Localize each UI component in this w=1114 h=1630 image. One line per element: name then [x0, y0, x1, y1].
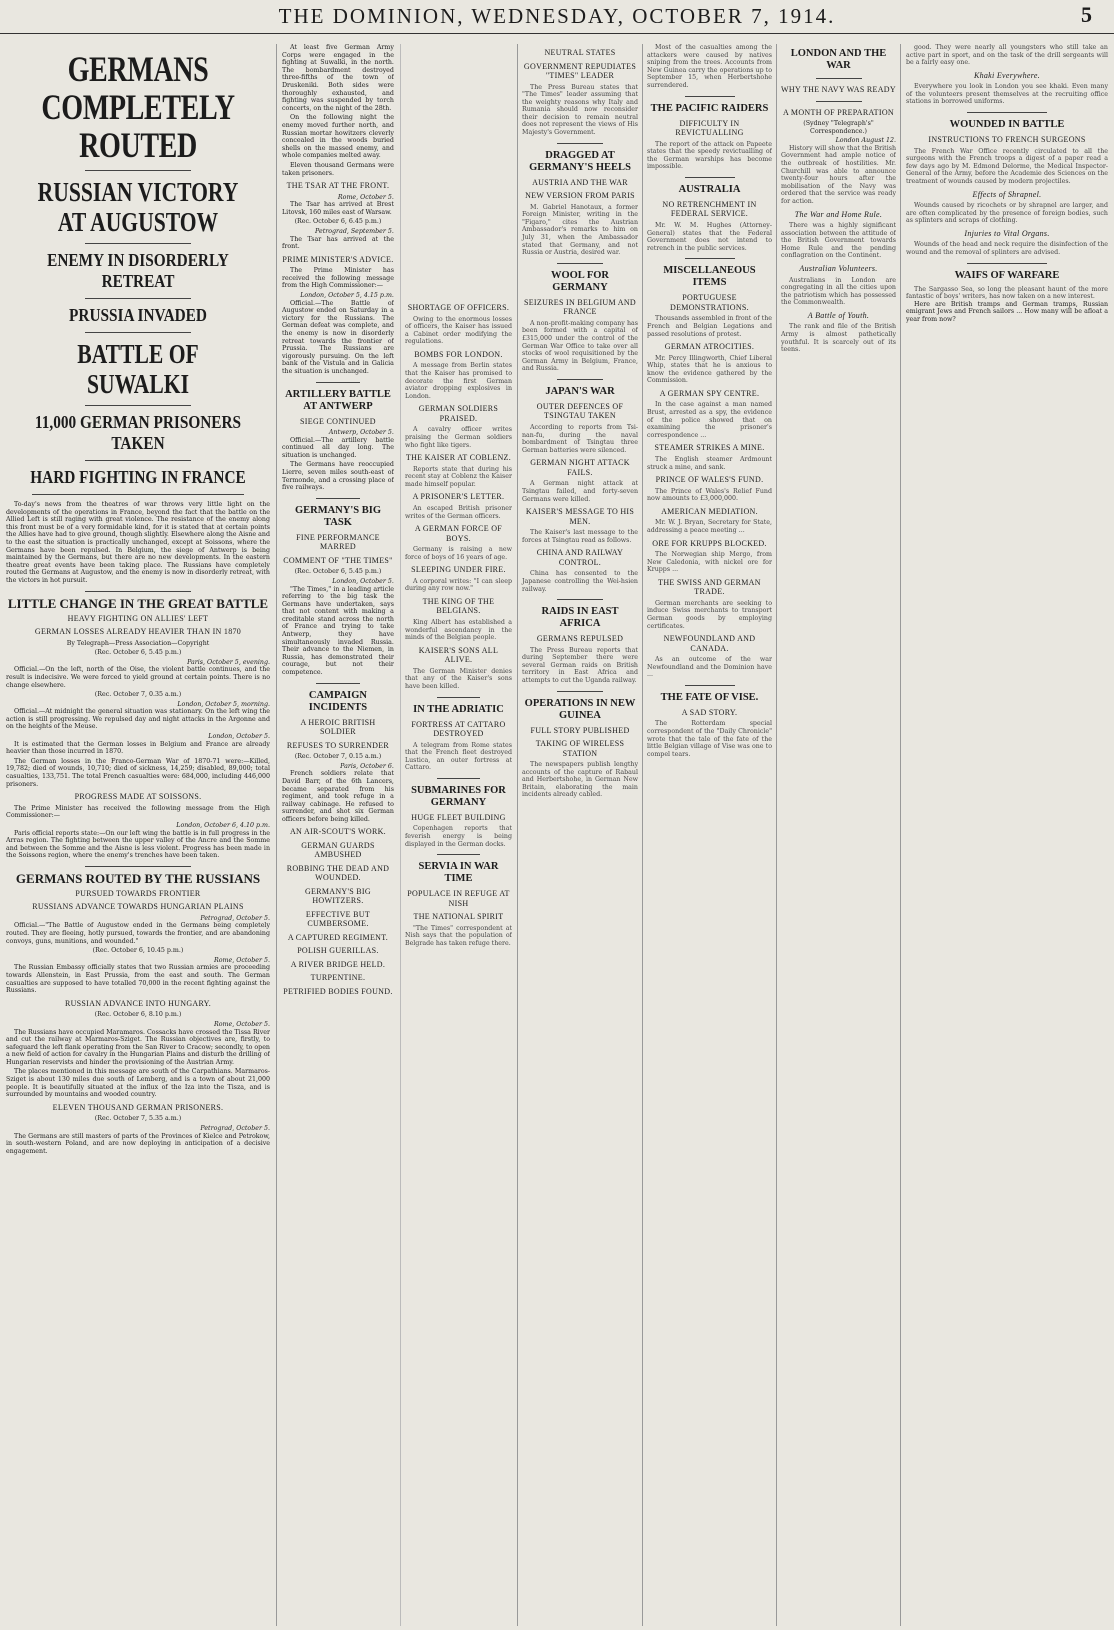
- subhead-cattaro: FORTRESS AT CATTARO DESTROYED: [411, 719, 506, 739]
- headline-germany-big-task: GERMANY'S BIG TASK: [294, 504, 381, 528]
- section-heading: PORTUGUESE DEMONSTRATIONS.: [670, 293, 749, 312]
- received-note: (Rec. October 7, 5.35 a.m.): [94, 1115, 182, 1123]
- received-note: (Rec. October 6, 5.45 p.m.): [294, 568, 382, 576]
- headline-campaign-incidents: CAMPAIGN INCIDENTS: [308, 689, 368, 713]
- section-heading: STEAMER STRIKES A MINE.: [654, 443, 765, 453]
- received-note: (Rec. October 6, 8.10 p.m.): [94, 1011, 182, 1019]
- subhead-sad-story: A SAD STORY.: [681, 707, 738, 717]
- headline-hard-fighting: HARD FIGHTING IN FRANCE: [30, 467, 246, 487]
- article-paragraph: The Germans have reoccupied Lierre, seven miles south-east of Termonde, and a crossing place of five railways.: [282, 461, 394, 492]
- headline-new-guinea: OPERATIONS IN NEW GUINEA: [524, 697, 636, 721]
- subhead-repulsed: GERMANS REPULSED: [536, 634, 624, 644]
- section-heading: PRINCE OF WALES'S FUND.: [655, 475, 764, 485]
- column-4: Most of the casualties among the attackers were caused by natives sniping from the trees. Accounts from New Guinea carry the operations up to September 15, when Herbertshohe surrendered. THE PACIFIC RAIDERS DIFFICULTY IN REVICTUALLING The report of the attack on Papeete states that the speedy revictualling of the German warships has become impossible. AUSTRALIA NO RETRENCHMENT IN FEDERAL SERVICE. Mr. W. M. Hughes (Attorney-General) states that the Federal Government does not intend to retrench in the public services. MISCELLANEOUS ITEMS PORTUGUESE DEMONSTRATIONS. Thousands assembled in front of the French and Belgian Legations and passed resolutions of protest. GERMAN ATROCITIES. Mr. Percy Illingworth, Chief Liberal Whip, states that he is anxious to know the evidence gathered by the Commission. A GERMAN SPY CENTRE. In the case against a man named Brust, arrested as a spy, the evidence of the police showed that on examining the prisoner's correspondence ... STEAMER STRIKES A MINE. The English steamer Ardmount struck a mine, and sank. PRINCE OF WALES'S FUND. The Prince of Wales's Relief Fund now amounts to £3,000,000. AMERICAN MEDIATION. Mr. W. J. Bryan, Secretary for State, addressing a peace meeting ... ORE FOR KRUPPS BLOCKED. The Norwegian ship Mergo, from New Caledonia, with nickel ore for Krupps ... THE SWISS AND GERMAN TRADE. German merchants are seeking to induce Swiss merchants to transport German goods by employing certificates. NEWFOUNDLAND AND CANADA. As an outcome of the war Newfoundland and the Dominion have ... THE FATE OF VISE. A SAD STORY. The Rotterdam special correspondent of the "Daily Chronicle" wrote that the tale of the fate of the little Belgian village of Vise was one to compel tears.: [642, 44, 772, 1626]
- section-heading: PRIME MINISTER'S ADVICE.: [282, 254, 394, 264]
- subhead-national-spirit: THE NATIONAL SPIRIT: [413, 912, 504, 922]
- headline-pacific-raiders: THE PACIFIC RAIDERS: [650, 102, 769, 114]
- column-1: [6, 44, 270, 1626]
- headline-wounded-battle: WOUNDED IN BATTLE: [949, 119, 1065, 131]
- section-heading: A RIVER BRIDGE HELD.: [290, 959, 386, 969]
- subhead-refuses-surrender: REFUSES TO SURRENDER: [286, 740, 390, 750]
- headline-miscellaneous: MISCELLANEOUS ITEMS: [663, 265, 756, 289]
- section-heading: PROGRESS MADE AT SOISSONS.: [74, 792, 202, 802]
- column-6: good. They were nearly all youngsters who still take an active part in sport, and on the task of the drill sergeants will be a fairly easy one. Khaki Everywhere. Everywhere you look in London you see khaki. Even many of the volunteers present themselves at the recruiting office stations in borrowed uniforms. WOUNDED IN BATTLE INSTRUCTIONS TO FRENCH SURGEONS The French War Office recently circulated to all the surgeons with the French troops a digest of a paper read a few days ago by M. Edmond Delorme, the Medical Inspector-General of the Army, before the Academie des Sciences on the treatment of wounds caused by modern projectiles. Effects of Shrapnel. Wounds caused by ricochets or by shrapnel are larger, and are often complicated by the presence of foreign bodies, such as splinters and scraps of clothing. Injuries to Vital Organs. Wounds of the head and neck require the disinfection of the wound and the removal of splinters are advised. WAIFS OF WARFARE The Sargasso Sea, so long the pleasant haunt of the more fantastic of boys' writers, has now taken on a new interest. Here are British tramps and German tramps, Russian emigrant Jews and French sailors ... How many will be afloat a year from now?: [900, 44, 1108, 1626]
- headline-japans-war: JAPAN'S WAR: [545, 385, 615, 397]
- subhead-nish: POPULACE IN REFUGE AT NISH: [407, 889, 510, 908]
- subhead-german-losses: GERMAN LOSSES ALREADY HEAVIER THAN IN 1870: [34, 627, 242, 637]
- section-heading: A PRISONER'S LETTER.: [412, 492, 505, 502]
- received-note: (Rec. October 7, 0.15 a.m.): [294, 753, 382, 761]
- dateline: Rome, October 5.: [213, 1020, 270, 1028]
- headline-battle-suwalki: BATTLE OF SUWALKI: [77, 339, 199, 399]
- section-heading: A GERMAN SPY CENTRE.: [659, 388, 760, 398]
- subhead-french-surgeons: INSTRUCTIONS TO FRENCH SURGEONS: [928, 135, 1086, 145]
- column-2a: [282, 44, 394, 1626]
- dateline: Paris, October 6.: [340, 762, 394, 770]
- correspondence-note: (Sydney "Telegraph's" Correspondence.): [803, 120, 874, 135]
- column-2: [276, 44, 512, 1626]
- section-heading: GERMANY'S BIG HOWITZERS.: [304, 886, 371, 906]
- article-paragraph: On the following night the enemy moved further north, and Russian mortar howitzers cleverly concealed in the woods buried shells on the massed enemy, and whole companies melted away.: [282, 114, 394, 160]
- article-paragraph: The Prime Minister has received the following message from the High Commissioner:—: [282, 267, 394, 290]
- subhead-full-story: FULL STORY PUBLISHED: [530, 725, 630, 735]
- article-paragraph: The Tsar has arrived at the front.: [282, 235, 394, 251]
- article-paragraph: The German losses in the Franco-German War of 1870-71 were:—Killed, 19,782; died of wounds, 10,710; died of sickness, 14,259; disabled, 89,000; total casualties, 133,751. The total French casualties were: 684,000, including 446,000 prisoners.: [6, 757, 270, 788]
- byline: By Telegraph—Press Association—Copyright: [66, 639, 210, 647]
- subhead-retrenchment: NO RETRENCHMENT IN FEDERAL SERVICE.: [662, 199, 757, 219]
- headline-little-change: LITTLE CHANGE IN THE GREAT BATTLE: [7, 595, 269, 611]
- article-paragraph: The Tsar has arrived at Brest Litovsk, 160 miles east of Warsaw.: [282, 201, 394, 216]
- article-paragraph: Official.—The artillery battle continued all day long. The situation is unchanged.: [282, 436, 394, 459]
- subhead-siege: SIEGE CONTINUED: [300, 416, 376, 426]
- headline-germans-routed: GERMANS ROUTED BY THE RUSSIANS: [15, 870, 261, 886]
- masthead: [0, 0, 1114, 34]
- section-heading: TURPENTINE.: [310, 973, 366, 983]
- headline-prussia-invaded: PRUSSIA INVADED: [69, 305, 207, 325]
- article-paragraph: Official.—On the left, north of the Oise, the violent battle continues, and the result is indecisive. We were forced to yield ground at certain points. There is no change elsewhere.: [6, 666, 270, 689]
- section-heading: The War and Home Rule.: [794, 209, 883, 219]
- headline-russian-victory: RUSSIAN VICTORY AT AUGUSTOW: [37, 177, 239, 237]
- newspaper-title: THE DOMINION, WEDNESDAY, OCTOBER 7, 1914.: [278, 4, 836, 28]
- section-heading: ROBBING THE DEAD AND WOUNDED.: [286, 863, 390, 883]
- article-paragraph: The Prime Minister has received the following message from the High Commissioner:—: [6, 804, 270, 820]
- section-heading: A CAPTURED REGIMENT.: [287, 932, 389, 942]
- section-heading: GOVERNMENT REPUDIATES "TIMES" LEADER: [523, 61, 637, 80]
- headline-wool: WOOL FOR GERMANY: [550, 269, 610, 293]
- section-heading: NEWFOUNDLAND AND CANADA.: [663, 634, 756, 653]
- subhead-seizures: SEIZURES IN BELGIUM AND FRANCE: [523, 297, 636, 317]
- intro-paragraph: To-day's news from the theatres of war throws very little light on the developments of the operations in France, beyond the fact that the battle on the Allied Left is still raging with great violence. The resistance of the enemy along this front must be of a very formidable kind, for it is stated that at certain points the Allies have had to give ground, though slightly. Elsewhere along the Aisne and to the east the situation is practically unchanged, except at Soissons, where the Germans have been repulsed. In Belgium, the siege of Antwerp is being maintained by the Germans, but there are no new developments. In the eastern theatre great events have been taking place. The Russians have completely routed the Germans at Augustow, and the enemy is now in disorderly retreat, with the victors in hot pursuit.: [6, 501, 270, 584]
- headline-adriatic: IN THE ADRIATIC: [413, 703, 504, 715]
- subhead-navy-ready: WHY THE NAVY WAS READY: [781, 85, 896, 94]
- subhead-tsingtau: OUTER DEFENCES OF TSINGTAU TAKEN: [536, 401, 624, 421]
- section-heading: SHORTAGE OF OFFICERS.: [407, 303, 510, 312]
- section-heading: THE SWISS AND GERMAN TRADE.: [658, 577, 761, 597]
- headline-enemy-retreat: ENEMY IN DISORDERLY RETREAT: [47, 250, 229, 291]
- section-heading: Khaki Everywhere.: [973, 70, 1041, 80]
- dateline: Petrograd, October 5.: [200, 914, 270, 922]
- article-paragraph: The Germans are still masters of parts of the Provinces of Kielce and Petrokow, in south-western Poland, and are now deploying in anticipation of a decisive engagement.: [6, 1132, 270, 1155]
- received-note: (Rec. October 6, 6.45 p.m.): [294, 218, 382, 226]
- page-number: 5: [1081, 2, 1092, 27]
- received-note: (Rec. October 6, 10.45 p.m.): [92, 947, 184, 955]
- headline-fate-of-vise: THE FATE OF VISE.: [660, 691, 759, 703]
- section-heading: Australian Volunteers.: [799, 264, 878, 273]
- column-2b: SHORTAGE OF OFFICERS. Owing to the enormous losses of officers, the Kaiser has issued a Cabinet order modifying the regulations. BOMBS FOR LONDON. A message from Berlin states that the Kaiser has promised to decorate the first German aviator dropping explosives in London. GERMAN SOLDIERS PRAISED. A cavalry officer writes praising the German soldiers who fight like tigers. THE KAISER AT COBLENZ. Reports state that during his recent stay at Coblenz the Kaiser made himself popular. A PRISONER'S LETTER. An escaped British prisoner writes of the German officers. A GERMAN FORCE OF BOYS. Germany is raising a new force of boys of 16 years of age. SLEEPING UNDER FIRE. A corporal writes: "I can sleep during any row now." THE KING OF THE BELGIANS. King Albert has established a wonderful ascendancy in the minds of the Belgian people. KAISER'S SONS ALL ALIVE. The German Minister denies that any of the Kaiser's sons have been killed. IN THE ADRIATIC FORTRESS AT CATTARO DESTROYED A telegram from Rome states that the French fleet destroyed Lustica, an outer fortress at Cattaro. SUBMARINES FOR GERMANY HUGE FLEET BUILDING Copenhagen reports that feverish energy is being displayed in the German docks. SERVIA IN WAR TIME POPULACE IN REFUGE AT NISH THE NATIONAL SPIRIT "The Times" correspondent at Nish says that the population of Belgrade has taken refuge there.: [400, 44, 512, 1626]
- article-paragraph: The places mentioned in this message are south of the Carpathians. Marmaros-Sziget is about 130 miles due south of Lemberg, and is a town of about 21,000 people. It is beautifully situated at the influx of the Iza into the Tisza, and is surrounded by mountains and wooded country.: [6, 1068, 270, 1099]
- section-heading: THE KING OF THE BELGIANS.: [422, 596, 495, 616]
- section-heading: GERMAN ATROCITIES.: [664, 342, 755, 352]
- subhead-revictualling: DIFFICULTY IN REVICTUALLING: [675, 118, 744, 138]
- column-3: NEUTRAL STATES GOVERNMENT REPUDIATES "TIMES" LEADER The Press Bureau states that "The Times" leader assuming that the weighty reasons why Italy and Rumania should now reconsider their decision to remain neutral does not represent the views of His Majesty's Government. DRAGGED AT GERMANY'S HEELS AUSTRIA AND THE WAR NEW VERSION FROM PARIS M. Gabriel Hanotaux, a former Foreign Minister, writing in the "Figaro," cites the Austrian Ambassador's remarks to him on July 31, when the Ambassador stated that Germany, and not Russia or Austria, desired war. WOOL FOR GERMANY SEIZURES IN BELGIUM AND FRANCE A non-profit-making company has been formed with a capital of £315,000 under the control of the German War Office to take over all stocks of wool requisitioned by the German Army in Belgium, France, and Russia. JAPAN'S WAR OUTER DEFENCES OF TSINGTAU TAKEN According to reports from Tsi-nan-fu, during the naval bombardment of Tsingtau three German batteries were silenced. GERMAN NIGHT ATTACK FAILS. A German night attack at Tsingtau failed, and forty-seven Germans were killed. KAISER'S MESSAGE TO HIS MEN. The Kaiser's last message to the forces at Tsingtau read as follows. CHINA AND RAILWAY CONTROL. China has consented to the Japanese controlling the Wei-hsien railway. RAIDS IN EAST AFRICA GERMANS REPULSED The Press Bureau reports that during September there were several German raids on British territory in East Africa and attempts to cut the Uganda railway. OPERATIONS IN NEW GUINEA FULL STORY PUBLISHED TAKING OF WIRELESS STATION The newspapers publish lengthy accounts of the capture of Rabaul and Herbertshohe, in German New Britain, elaborating the main incidents already cabled.: [517, 44, 638, 1626]
- subhead-wireless: TAKING OF WIRELESS STATION: [535, 739, 625, 758]
- article-paragraph: French soldiers relate that David Barr, of the 6th Lancers, became separated from his regiment, and took refuge in a railway cabinage. He refused to surrender, and shot six German officers before being killed.: [282, 770, 394, 823]
- section-heading: GERMAN NIGHT ATTACK FAILS.: [530, 458, 630, 477]
- subhead-huge-fleet: HUGE FLEET BUILDING: [411, 812, 506, 822]
- article-paragraph: Official.—The Battle of Augustow ended on Saturday in a victory for the Russians. The German defeat was complete, and the enemy is now in disorderly retreat towards the frontier of Prussia. The Russians are vigorously pursuing. On the left bank of the Vistula and in Galicia the situation is unchanged.: [282, 299, 394, 375]
- dateline: Petrograd, September 5.: [315, 227, 394, 235]
- section-heading: A GERMAN FORCE OF BOYS.: [414, 524, 503, 543]
- headline-australia: AUSTRALIA: [678, 183, 741, 195]
- headline-london-war: LONDON AND THE WAR: [790, 48, 887, 71]
- dateline: Rome, October 5.: [213, 956, 270, 964]
- subhead-allies-left: HEAVY FIGHTING ON ALLIES' LEFT: [67, 613, 209, 623]
- dateline: London, October 6, 4.10 p.m.: [176, 821, 270, 829]
- article-paragraph: The Russians have occupied Maramaros. Cossacks have crossed the Tissa River and cut the railway at Marmaros-Sziget. The Russian objectives are, firstly, to safeguard the left flank operating from the San River to Cracow; secondly, to open a new field of action for cavalry in the Hungarian Plains and disturb the drilling of Hungarian reservists and hinder the provisioning of the Austrian Army.: [6, 1028, 270, 1066]
- headline-servia: SERVIA IN WAR TIME: [418, 861, 499, 885]
- section-heading: EFFECTIVE BUT CUMBERSOME.: [305, 909, 371, 929]
- subhead-new-version: NEW VERSION FROM PARIS: [525, 191, 635, 201]
- dateline: Paris, October 5, evening.: [187, 658, 270, 666]
- article-paragraph: Official.—"The Battle of Augustow ended in the Germans being completely routed. They are fleeing, hotly pursued, towards the frontier, and are abandoning convoys, guns, munitions, and wounded.": [6, 922, 270, 945]
- closing-paragraph: Here are British tramps and German tramps, Russian emigrant Jews and French sailors ... How many will be afloat a year from now?: [906, 300, 1108, 323]
- section-heading: POLISH GUERILLAS.: [297, 946, 379, 956]
- section-heading: NEUTRAL STATES: [544, 48, 616, 57]
- subhead-month-preparation: A MONTH OF PREPARATION: [783, 107, 894, 117]
- headline-artillery-antwerp: ARTILLERY BATTLE AT ANTWERP: [285, 388, 391, 412]
- subhead-pursued: PURSUED TOWARDS FRONTIER: [75, 888, 201, 898]
- section-heading: ORE FOR KRUPPS BLOCKED.: [652, 538, 767, 548]
- section-heading: PETRIFIED BODIES FOUND.: [283, 986, 393, 996]
- section-heading: RUSSIAN ADVANCE INTO HUNGARY.: [64, 998, 212, 1008]
- headline-prisoners: 11,000 GERMAN PRISONERS TAKEN: [34, 412, 242, 453]
- article-paragraph: The Russian Embassy officially states that two Russian armies are proceeding towards Allenstein, in East Prussia, from the east and south. The German casualties are supposed to have totalled 70,000 in the recent fighting against the Russians.: [6, 964, 270, 995]
- section-heading: GERMAN GUARDS AMBUSHED: [301, 840, 375, 860]
- headline-dragged: DRAGGED AT GERMANY'S HEELS: [529, 149, 631, 173]
- subhead-heroic-soldier: A HEROIC BRITISH SOLDIER: [300, 717, 376, 737]
- subhead-hungarian-plains: RUSSIANS ADVANCE TOWARDS HUNGARIAN PLAINS: [32, 902, 244, 912]
- subhead-austria: AUSTRIA AND THE WAR: [532, 177, 628, 187]
- section-heading: KAISER'S MESSAGE TO HIS MEN.: [525, 507, 635, 526]
- section-heading: THE TSAR AT THE FRONT.: [286, 181, 390, 191]
- dateline: London, October 5.: [208, 733, 270, 741]
- article-paragraph: At least five German Army Corps were engaged in the fighting at Suwalki, in the north. The bombardment destroyed three-fifths of the town of Druskeniki. Both sides were thoroughly exhausted, and fighting was suspended by torch concerts, on the night of the 28th.: [282, 44, 394, 112]
- dateline: London, October 5, 4.15 p.m.: [300, 292, 394, 300]
- section-heading: SLEEPING UNDER FIRE.: [411, 565, 506, 575]
- headline-submarines: SUBMARINES FOR GERMANY: [411, 784, 506, 808]
- received-note: (Rec. October 7, 0.35 a.m.): [94, 691, 182, 699]
- section-heading: GERMAN SOLDIERS PRAISED.: [418, 404, 499, 423]
- section-heading: Effects of Shrapnel.: [972, 189, 1042, 199]
- headline-east-africa: RAIDS IN EAST AFRICA: [541, 606, 619, 630]
- section-heading: ELEVEN THOUSAND GERMAN PRISONERS.: [52, 1102, 224, 1112]
- subhead-times-comment: COMMENT OF "THE TIMES": [283, 555, 393, 565]
- section-heading: A Battle of Youth.: [807, 310, 870, 320]
- article-paragraph: Official.—At midnight the general situation was stationary. On the left wing the action is still progressing. We repulsed day and night attacks in the Argonne and on the heights of the Meuse.: [6, 708, 270, 731]
- article-paragraph: It is estimated that the German losses in Belgium and France are already heavier than those incurred in 1870.: [6, 740, 270, 756]
- article-paragraph: "The Times," in a leading article referring to the big task the Germans have undertaken, says that not content with making a creditable stand across the north of France and trying to take Antwerp, they have simultaneously invaded Russia. Their advance to the Niemen, in Russia, has demonstrated their courage, but not their competence.: [282, 585, 394, 677]
- dateline: London, October 5, morning.: [177, 700, 270, 708]
- headline-main: GERMANS COMPLETELY ROUTED: [41, 49, 235, 165]
- dateline: Rome, October 5.: [337, 193, 394, 201]
- received-note: (Rec. October 6, 5.45 p.m.): [94, 649, 182, 657]
- section-heading: CHINA AND RAILWAY CONTROL.: [536, 548, 624, 567]
- section-heading: Injuries to Vital Organs.: [964, 228, 1050, 238]
- section-heading: THE KAISER AT COBLENZ.: [405, 453, 512, 463]
- dateline: London August 12.: [835, 137, 896, 145]
- section-heading: AMERICAN MEDIATION.: [661, 506, 758, 516]
- dateline: London, October 5.: [332, 577, 394, 585]
- subhead-fine-performance: FINE PERFORMANCE MARRED: [296, 532, 380, 552]
- dateline: Antwerp, October 5.: [328, 429, 394, 437]
- column-5: LONDON AND THE WAR WHY THE NAVY WAS READY A MONTH OF PREPARATION (Sydney "Telegraph's" Correspondence.) London August 12. History will show that the British Government had ample notice of the outbreak of hostilities. Mr. Churchill was able to announce twenty-four hours after the mobilisation of the Navy was ordered that the service was ready for action. The War and Home Rule. There was a highly significant association between the attitude of the British Government towards Home Rule and the pending conflagration on the Continent. Australian Volunteers. Australians in London are congregating in all the cities upon the patriotism which has possessed the Commonwealth. A Battle of Youth. The rank and file of the British Army is almost pathetically youthful. It is scarcely out of its teens.: [776, 44, 896, 1626]
- section-heading: BOMBS FOR LONDON.: [414, 349, 503, 359]
- headline-waifs: WAIFS OF WARFARE: [954, 269, 1060, 281]
- section-heading: AN AIR-SCOUT'S WORK.: [289, 827, 386, 837]
- section-heading: KAISER'S SONS ALL ALIVE.: [418, 645, 499, 665]
- article-paragraph: Eleven thousand Germans were taken prisoners.: [282, 161, 394, 177]
- article-paragraph: Paris official reports state:—On our left wing the battle is in full progress in the Arras region. The fighting between the upper valley of the Ancre and the Somme and between the Somme and the Aisne is less violent. Progress has been made in the Soissons region, where the enemy's trenches have been taken.: [6, 829, 270, 860]
- dateline: Petrograd, October 5.: [200, 1124, 270, 1132]
